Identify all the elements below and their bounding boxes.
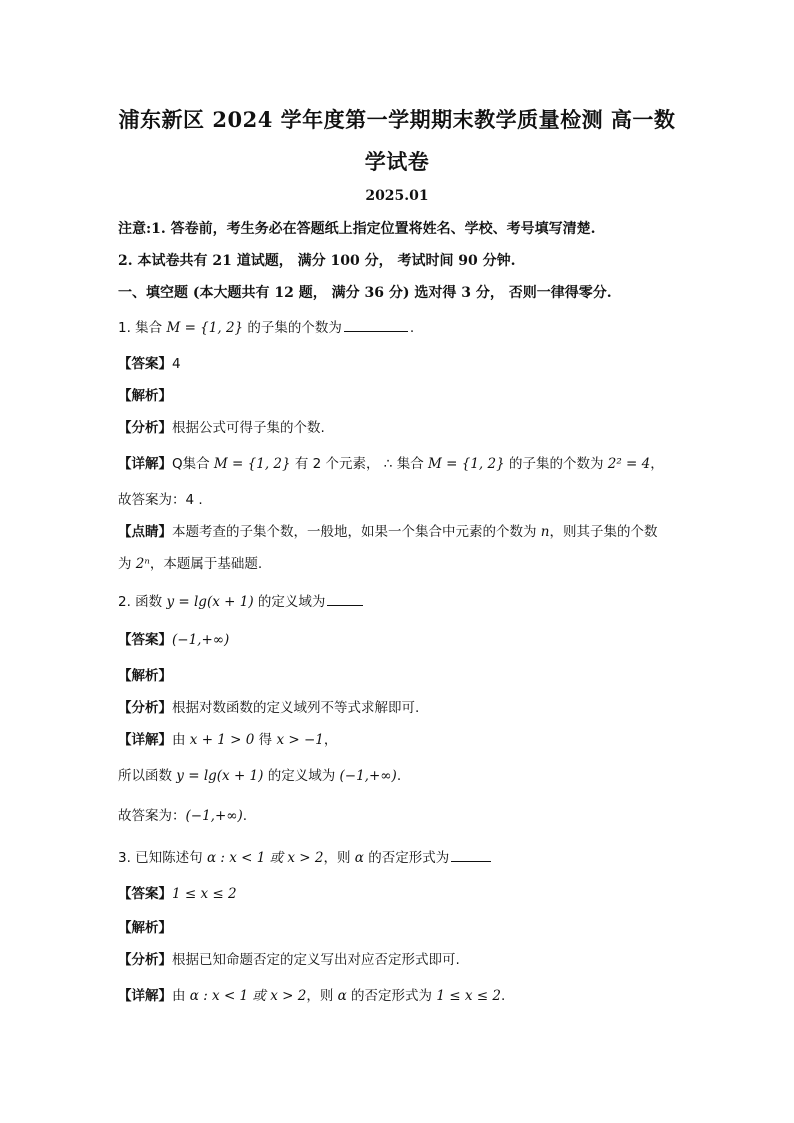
q2-xj-c: ， [323, 732, 338, 748]
q2-answer-line [118, 628, 229, 648]
q2-detail-line2 [118, 764, 401, 784]
q2-stem-b: 的定义域为 [253, 594, 326, 610]
q2-line2-m2: (−1,+∞) [339, 768, 397, 784]
q3-xj-m1: α : x < 1 或 x > 2 [189, 988, 307, 1004]
q3-xj-c: 的否定形式为 [346, 988, 437, 1004]
q3-xiangjie-label: 【详解】 [118, 988, 172, 1004]
q1-dianjing-n: n [540, 524, 550, 540]
q1-dianjing-line [118, 520, 658, 540]
question-3 [118, 846, 493, 866]
q2-stem-a: 2. 函数 [118, 594, 167, 610]
q2-line2-b: 的定义域为 [263, 768, 340, 784]
q3-stem-m2: α [354, 850, 364, 866]
q2-xj-b: 得 [254, 732, 277, 748]
q2-line2-c: . [396, 768, 402, 784]
q2-xj-m1: x + 1 > 0 [189, 732, 255, 748]
q1-xj-m2: M = {1, 2} [428, 456, 505, 472]
q1-answer-blank [344, 319, 408, 332]
q3-fenxi: 根据已知命题否定的定义写出对应否定形式即可. [172, 952, 460, 968]
q1-xiangjie-line [118, 452, 664, 472]
q1-stem-a: 1. 集合 [118, 320, 167, 336]
q1-xj-b: 有 2 个元素， ∴ 集合 [290, 456, 429, 472]
q3-xj-m3: 1 ≤ x ≤ 2 [436, 988, 501, 1004]
q1-answer-label: 【答案】 [118, 356, 172, 372]
q2-final-line [118, 804, 247, 824]
q1-xj-c: 的子集的个数为 [504, 456, 608, 472]
q3-answer: 1 ≤ x ≤ 2 [172, 886, 237, 902]
q2-final-b: . [242, 808, 248, 824]
q1-xj-d: ， [650, 456, 664, 472]
section-heading: 一、填空题 (本大题共有 12 题， 满分 36 分) 选对得 3 分， 否则一律得零分. [118, 285, 612, 301]
q1-dianjing-label: 【点睛】 [118, 524, 172, 540]
q1-stem-b: 的子集的个数为 [243, 320, 342, 336]
q2-final-a: 故答案为： [118, 808, 186, 824]
q1-dianjing-line2 [118, 552, 262, 572]
q3-xj-d: . [500, 988, 506, 1004]
q2-line2-m1: y = lg(x + 1) [176, 768, 264, 784]
q3-xj-m2: α [337, 988, 347, 1004]
q1-xj-a: Q集合 [172, 456, 214, 472]
q1-analysis-label: 【解析】 [118, 388, 172, 404]
q3-stem-a: 3. 已知陈述句 [118, 850, 207, 866]
q3-analysis-label: 【解析】 [118, 920, 172, 936]
q2-fenxi-line [118, 696, 419, 716]
q1-dianjing-d: ，本题属于基础题. [149, 556, 263, 572]
q3-answer-label: 【答案】 [118, 886, 172, 902]
q3-stem-c: 的否定形式为 [363, 850, 450, 866]
q2-answer-label: 【答案】 [118, 632, 172, 648]
q2-xj-m2: x > −1 [276, 732, 324, 748]
note-1: 注意:1. 答卷前，考生务必在答题纸上指定位置将姓名、学校、考号填写清楚. [118, 221, 596, 237]
q3-xj-a: 由 [172, 988, 190, 1004]
exam-date: 2025.01 [365, 188, 429, 204]
q2-line2-a: 所以函数 [118, 768, 177, 784]
q1-fenxi: 根据公式可得子集的个数. [172, 420, 325, 436]
question-2 [118, 590, 365, 610]
exam-title-line2: 学试卷 [364, 149, 430, 174]
q1-dianjing-a: 本题考查的子集个数，一般地，如果一个集合中元素的个数为 [172, 524, 541, 540]
q2-stem-math: y = lg(x + 1) [166, 594, 254, 610]
q1-dianjing-m: 2ⁿ [135, 556, 150, 572]
q1-answer-line [118, 352, 181, 372]
q2-fenxi-label: 【分析】 [118, 700, 172, 716]
q3-stem-m1: α : x < 1 或 x > 2 [206, 850, 324, 866]
q2-xiangjie-label: 【详解】 [118, 732, 172, 748]
q3-fenxi-label: 【分析】 [118, 952, 172, 968]
note-2: 2. 本试卷共有 21 道试题， 满分 100 分， 考试时间 90 分钟. [118, 253, 516, 269]
q3-answer-line [118, 882, 237, 902]
q1-xj-m3: 2² = 4 [607, 456, 651, 472]
q2-final-m: (−1,+∞) [185, 808, 243, 824]
q1-fenxi-label: 【分析】 [118, 420, 172, 436]
q1-final: 故答案为：4 . [118, 492, 203, 508]
q2-fenxi: 根据对数函数的定义域列不等式求解即可. [172, 700, 420, 716]
q2-answer-blank [327, 593, 363, 606]
q1-fenxi-line [118, 416, 325, 436]
q2-xj-a: 由 [172, 732, 190, 748]
q1-dianjing-c: 为 [118, 556, 136, 572]
question-1: 1. 集合 M = {1, 2} 的子集的个数为 . [118, 320, 415, 336]
q2-answer: (−1,+∞) [172, 632, 230, 648]
q3-xj-b: ，则 [306, 988, 338, 1004]
q3-fenxi-line [118, 948, 460, 968]
q1-stem-math: M = {1, 2} [166, 320, 244, 336]
q1-xiangjie-label: 【详解】 [118, 456, 172, 472]
exam-title-line1: 浦东新区 2024 学年度第一学期期末教学质量检测 高一数 [118, 107, 676, 132]
q1-dianjing-b: ，则其子集的个数 [549, 524, 658, 540]
q3-answer-blank [451, 849, 491, 862]
q2-xiangjie-line [118, 728, 337, 748]
q1-xj-m1: M = {1, 2} [213, 456, 291, 472]
q3-stem-b: ，则 [323, 850, 355, 866]
q1-answer: 4 [172, 356, 181, 372]
q2-analysis-label: 【解析】 [118, 668, 172, 684]
q3-xiangjie-line [118, 984, 505, 1004]
